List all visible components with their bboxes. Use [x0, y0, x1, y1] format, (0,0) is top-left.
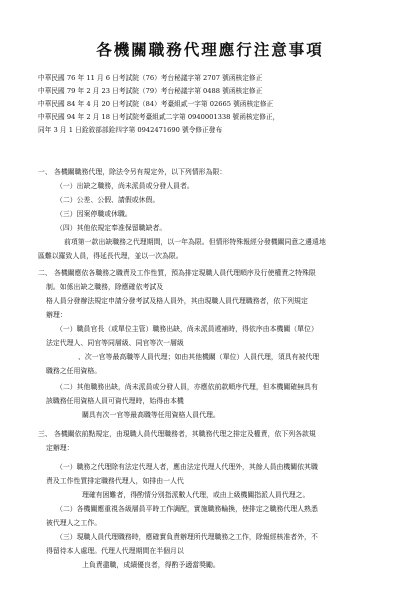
section1-heading: 一、 各機關職務代理，除法令另有規定外，以下列情形為限： [38, 168, 227, 176]
section1-item-2: （二）公差、公假、請假或休假。 [56, 196, 160, 204]
section3-line-3: 責及工作性質排定職務代理人，如排由一人代 [46, 477, 184, 485]
history-line-1: 中華民國 76 年 11 月 6 日考試院（76）考台秘議字第 2707 號函核定修正 [38, 74, 263, 82]
history-line-3: 中華民國 84 年 4 月 20 日考試院（84）考臺組貳一字第 02665 號函核定修正 [38, 100, 274, 108]
section3-line-6: 被代理人之工作。 [46, 519, 102, 527]
section1-item-3: （三）因案停職或休職。 [56, 210, 132, 218]
section2-line-1: 制。如係出缺之職務，除應確依考試及 [46, 283, 164, 291]
section2-heading: 二、 各機關應依各職務之職責及工作性質，預為排定現職人員代理順序及行使權責之特殊限 [38, 269, 316, 277]
section2-line-5: 法定代理人、同官等同層級、同官等次一層級 [46, 339, 184, 347]
section1-note-line-2: 區難以羅致人員，得延長代理，並以一次為限。 [38, 252, 183, 260]
section3-heading: 三、 各機關依前點規定，由現職人員代理職務者，其職務代理之排定及權責，依下列各款規 [38, 430, 316, 438]
section3-line-5: （二）各機關應重視各級層員平時工作調配，實施職務輪換，使排定之職務代理人熟悉 [56, 505, 318, 513]
section1-item-4: （四）其他依規定奉准保留職缺者。 [56, 224, 167, 232]
section2-line-8: （二）其他職務出缺，尚未派員或分發人員，亦應依前款順序代理，但本機關確無具有 [56, 383, 318, 391]
section2-line-2: 格人員分發辦法規定申請分發考試及格人員外，其由現職人員代理職務者，依下列規定 [46, 297, 308, 305]
section2-line-10: 關具有次一官等最高職等任用資格人員代理。 [82, 411, 220, 419]
section3-line-8: 得留待本人處理。代理人代理期間在半個月以 [46, 547, 184, 555]
history-line-2: 中華民國 79 年 2 月 23 日考試院（79）考台秘議字第 0488 號函核定修正 [38, 87, 263, 95]
section1-item-1: （一）出缺之職務，尚未派員或分發人員者。 [56, 182, 194, 190]
section3-line-2: （一）職務之代理除有法定代理人者，應由法定代理人代理外，其餘人員由機關依其職 [56, 463, 318, 471]
document-title: 各機關職務代理應行注意事項 [96, 41, 324, 59]
section3-line-1: 定辦理： [46, 444, 74, 452]
history-line-5: 同年 3 月 1 日銓敘部部銓四字第 0942471690 號令修正發布 [38, 126, 223, 134]
section2-line-9: 該職務任用資格人員可資代理時，始得由本機 [46, 397, 184, 405]
section2-line-6: 、次一官等最高職等人員代理；如由其他機關（單位）人員代理，須具有被代理 [78, 353, 320, 361]
section3-line-4: 理確有困難者，得酌情分別指派數人代理，或由上級機關指派人員代理之。 [82, 491, 310, 499]
section3-line-9: 上負責盡職，成績優良者，得酌予適當獎勵。 [82, 561, 220, 569]
section1-note-line-1: 前項第一款出缺職務之代理期間，以一年為限。但情形特殊報經分發機關同意之邊遠地 [64, 238, 326, 246]
history-line-4: 中華民國 94 年 2 月 18 日考試院考臺組貳二字第 0940001338 號函核定修正， [38, 113, 280, 121]
section2-line-4: （一）職員官長（或單位主管）職務出缺，尚未派員遞補時，得依序由本機關（單位） [56, 325, 318, 333]
section2-line-7: 職務之任用資格。 [46, 367, 102, 375]
section2-line-3: 辦理： [46, 311, 67, 319]
section3-line-7: （三）現職人員代理職務時，應確實負責辦理所代理職務之工作，除報經核准者外，不 [56, 533, 318, 541]
